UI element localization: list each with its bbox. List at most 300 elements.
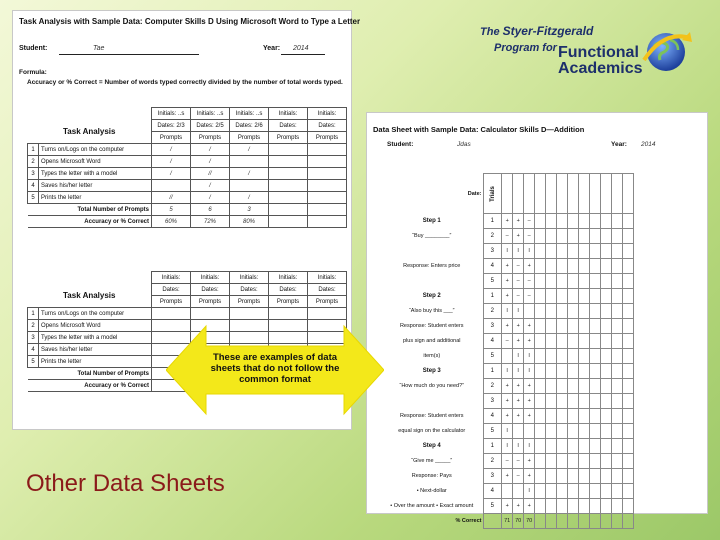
step-line: “Also buy this ___” — [381, 304, 483, 319]
sheet2-year-label: Year: — [611, 141, 627, 148]
grid-cell — [568, 484, 579, 499]
trial-mark: – — [513, 469, 524, 484]
grid-cell — [535, 289, 546, 304]
grid-cell — [546, 274, 557, 289]
prompts-header: Prompts — [191, 296, 230, 308]
grid-cell — [590, 379, 601, 394]
date-cell — [535, 174, 546, 214]
table-row — [381, 514, 634, 529]
table-row — [381, 409, 634, 424]
grid-cell — [557, 499, 568, 514]
grid-cell — [612, 289, 623, 304]
grid-cell — [579, 364, 590, 379]
trial-mark: + — [524, 319, 535, 334]
trial-mark — [502, 484, 513, 499]
sheet1-year-label: Year: — [263, 45, 281, 52]
step-text: Types the letter with a model — [39, 332, 152, 344]
grid-cell — [535, 319, 546, 334]
date-cell — [623, 174, 634, 214]
sheet1-formula-text: Accuracy or % Correct = Number of words typed correctly divided by the number of total words typed. — [27, 79, 343, 86]
grid-cell — [612, 379, 623, 394]
trial-mark — [502, 349, 513, 364]
grid-cell — [546, 424, 557, 439]
grid-cell — [601, 364, 612, 379]
grid-cell — [568, 334, 579, 349]
grid-cell — [579, 319, 590, 334]
step-text: Saves his/her letter — [39, 344, 152, 356]
trial-mark: + — [513, 229, 524, 244]
prompt-mark — [230, 180, 269, 192]
grid-cell — [568, 289, 579, 304]
trial-mark: I — [513, 364, 524, 379]
prompts-header: Prompts — [230, 296, 269, 308]
step-text: Opens Microsoft Word — [39, 156, 152, 168]
step-text: Prints the letter — [39, 356, 152, 368]
trial-mark: I — [513, 349, 524, 364]
grid-cell — [557, 349, 568, 364]
table-row — [381, 394, 634, 409]
step-number: 3 — [28, 332, 39, 344]
trial-number: 2 — [483, 304, 502, 319]
grid-cell — [601, 499, 612, 514]
table-row — [381, 379, 634, 394]
accuracy-value: 72% — [191, 216, 230, 228]
trial-mark: + — [513, 379, 524, 394]
grid-cell — [590, 499, 601, 514]
step-number: 1 — [28, 144, 39, 156]
grid-cell — [623, 319, 634, 334]
trial-number: 3 — [483, 319, 502, 334]
trial-mark: – — [524, 274, 535, 289]
grid-cell — [568, 319, 579, 334]
grid-cell — [601, 259, 612, 274]
trial-number: 1 — [483, 289, 502, 304]
trial-mark: I — [513, 439, 524, 454]
table-row — [381, 289, 634, 304]
grid-cell — [579, 499, 590, 514]
grid-cell — [557, 484, 568, 499]
grid-cell — [557, 289, 568, 304]
trial-number: 1 — [483, 214, 502, 229]
grid-cell — [590, 364, 601, 379]
grid-cell — [612, 469, 623, 484]
initials-cell: Initials: — [269, 108, 308, 120]
grid-cell — [623, 349, 634, 364]
grid-cell — [568, 454, 579, 469]
grid-cell — [557, 259, 568, 274]
logo-name: Styer-Fitzgerald — [502, 24, 594, 38]
grid-cell — [535, 334, 546, 349]
trial-mark: + — [502, 499, 513, 514]
table-row — [381, 274, 634, 289]
trials-header — [483, 174, 502, 214]
grid-cell — [601, 394, 612, 409]
table-row — [381, 174, 634, 214]
step-line: “How much do you need?” — [381, 379, 483, 394]
grid-cell — [535, 304, 546, 319]
grid-cell — [535, 394, 546, 409]
prompts-header: Prompts — [269, 296, 308, 308]
grid-cell — [557, 379, 568, 394]
trial-mark: – — [513, 259, 524, 274]
step-text: Opens Microsoft Word — [39, 320, 152, 332]
grid-cell — [601, 349, 612, 364]
grid-cell — [601, 424, 612, 439]
prompt-mark: / — [152, 168, 191, 180]
grid-cell — [535, 469, 546, 484]
grid-cell — [546, 259, 557, 274]
grid-cell — [590, 244, 601, 259]
grid-cell — [623, 229, 634, 244]
table-row — [28, 216, 347, 228]
trial-number: 5 — [483, 424, 502, 439]
grid-cell — [590, 514, 601, 529]
grid-cell — [601, 319, 612, 334]
trial-mark: + — [513, 214, 524, 229]
trial-mark: I — [513, 304, 524, 319]
calculator-data-sheet — [366, 112, 708, 524]
trial-mark — [513, 484, 524, 499]
trial-number: 4 — [483, 334, 502, 349]
grid-cell — [568, 424, 579, 439]
table-row — [28, 180, 347, 192]
percent-value: 70 — [513, 514, 524, 529]
table-row — [28, 156, 347, 168]
table-row — [28, 192, 347, 204]
prompt-mark: / — [230, 192, 269, 204]
grid-cell — [546, 454, 557, 469]
date-cell — [590, 174, 601, 214]
grid-cell — [612, 454, 623, 469]
step-number: 4 — [28, 180, 39, 192]
task-analysis-heading: Task Analysis — [28, 120, 152, 144]
date-cell — [513, 174, 524, 214]
grid-cell — [546, 229, 557, 244]
dates-cell: Dates: — [269, 284, 308, 296]
grid-cell — [557, 274, 568, 289]
program-logo — [480, 20, 715, 90]
grid-cell — [612, 229, 623, 244]
grid-cell — [579, 349, 590, 364]
grid-cell — [623, 424, 634, 439]
percent-value: 71 — [502, 514, 513, 529]
grid-cell — [612, 334, 623, 349]
grid-cell — [579, 514, 590, 529]
step-number: 5 — [28, 356, 39, 368]
trial-number: 5 — [483, 349, 502, 364]
grid-cell — [579, 469, 590, 484]
trial-mark: – — [524, 214, 535, 229]
calculator-data-table — [381, 173, 634, 529]
grid-cell — [590, 484, 601, 499]
sheet2-year-value: 2014 — [641, 141, 656, 148]
logo-program-for: Program for — [494, 42, 557, 54]
step-line — [381, 244, 483, 259]
grid-cell — [535, 274, 546, 289]
sheet1-title: Task Analysis with Sample Data: Computer Skills D Using Microsoft Word to Type a Letter — [19, 17, 361, 26]
grid-cell — [601, 229, 612, 244]
table-row — [28, 168, 347, 180]
trial-mark: I — [524, 349, 535, 364]
grid-cell — [601, 289, 612, 304]
trial-number: 3 — [483, 394, 502, 409]
trial-mark: + — [502, 259, 513, 274]
grid-cell — [623, 214, 634, 229]
grid-cell — [623, 289, 634, 304]
step-number: 1 — [28, 308, 39, 320]
date-cell — [502, 174, 513, 214]
grid-cell — [612, 424, 623, 439]
step-number: 2 — [28, 156, 39, 168]
grid-cell — [535, 439, 546, 454]
trial-mark: I — [502, 424, 513, 439]
date-cell — [524, 174, 535, 214]
grid-cell — [546, 439, 557, 454]
logo-academics: Academics — [558, 60, 643, 77]
grid-cell — [590, 319, 601, 334]
dates-cell: Dates: — [152, 284, 191, 296]
trial-mark: – — [513, 274, 524, 289]
step-number: 5 — [28, 192, 39, 204]
sheet1-student-value: Tae — [93, 45, 105, 52]
grid-cell — [612, 439, 623, 454]
grid-cell — [568, 304, 579, 319]
grid-cell — [601, 439, 612, 454]
trial-mark: + — [524, 454, 535, 469]
step-line: • Next-dollar — [381, 484, 483, 499]
task-analysis-table-filled — [27, 107, 347, 228]
step-line: plus sign and additional — [381, 334, 483, 349]
grid-cell — [579, 439, 590, 454]
trial-mark: I — [502, 244, 513, 259]
sheet1-student-label: Student: — [19, 45, 48, 52]
grid-cell — [535, 514, 546, 529]
grid-cell — [579, 409, 590, 424]
grid-cell — [623, 244, 634, 259]
trial-mark: + — [524, 499, 535, 514]
grid-cell — [546, 379, 557, 394]
step-line: Response: Student enters — [381, 319, 483, 334]
callout-text: These are examples of data sheets that do not follow the common format — [210, 352, 340, 385]
globe-arrow-icon — [640, 24, 692, 76]
table-row — [381, 259, 634, 274]
total-value: 5 — [152, 204, 191, 216]
grid-cell — [579, 484, 590, 499]
prompt-mark: / — [230, 168, 269, 180]
trial-mark: + — [524, 334, 535, 349]
grid-cell — [535, 379, 546, 394]
trial-mark: + — [513, 319, 524, 334]
grid-cell — [612, 514, 623, 529]
date-cell — [579, 174, 590, 214]
percent-correct-label: % Correct — [381, 514, 483, 529]
date-label: Date: — [381, 174, 483, 214]
dates-cell: Dates: 2/3 — [152, 120, 191, 132]
grid-cell — [612, 319, 623, 334]
grid-cell — [557, 229, 568, 244]
grid-cell — [579, 244, 590, 259]
trial-mark: – — [524, 229, 535, 244]
grid-cell — [568, 364, 579, 379]
grid-cell — [568, 349, 579, 364]
table-row — [381, 439, 634, 454]
prompts-header: Prompts — [152, 132, 191, 144]
prompt-mark: // — [152, 192, 191, 204]
sheet1-student-line — [59, 54, 199, 55]
initials-cell: Initials: — [230, 272, 269, 284]
trial-mark: + — [502, 469, 513, 484]
trial-number: 1 — [483, 364, 502, 379]
grid-cell — [601, 484, 612, 499]
trial-number: 3 — [483, 244, 502, 259]
grid-cell — [623, 379, 634, 394]
grid-cell — [568, 499, 579, 514]
grid-cell — [579, 454, 590, 469]
step-text: Saves his/her letter — [39, 180, 152, 192]
grid-cell — [557, 424, 568, 439]
grid-cell — [612, 304, 623, 319]
trial-mark: I — [513, 244, 524, 259]
step-line: item(s) — [381, 349, 483, 364]
grid-cell — [612, 349, 623, 364]
prompt-mark — [152, 180, 191, 192]
trial-mark: + — [502, 319, 513, 334]
trial-mark: – — [502, 229, 513, 244]
trial-number: 2 — [483, 379, 502, 394]
total-prompts-label: Total Number of Prompts — [28, 368, 152, 380]
grid-cell — [612, 499, 623, 514]
trial-mark: – — [524, 289, 535, 304]
trial-mark: + — [513, 334, 524, 349]
grid-cell — [557, 469, 568, 484]
table-row — [381, 499, 634, 514]
grid-cell — [623, 394, 634, 409]
grid-cell — [590, 229, 601, 244]
grid-cell — [546, 289, 557, 304]
grid-cell — [590, 424, 601, 439]
grid-cell — [546, 319, 557, 334]
table-row — [28, 120, 347, 132]
grid-cell — [546, 469, 557, 484]
grid-cell — [557, 244, 568, 259]
dates-cell: Dates: — [308, 284, 347, 296]
date-cell — [546, 174, 557, 214]
prompt-mark: // — [191, 168, 230, 180]
trial-mark: + — [513, 394, 524, 409]
trial-mark: I — [524, 244, 535, 259]
step-line: “Buy ________” — [381, 229, 483, 244]
prompt-mark: / — [191, 156, 230, 168]
grid-cell — [546, 409, 557, 424]
grid-cell — [557, 454, 568, 469]
grid-cell — [535, 244, 546, 259]
initials-cell: Initials: ..s — [152, 108, 191, 120]
grid-cell — [546, 214, 557, 229]
trial-mark: – — [502, 334, 513, 349]
table-row — [381, 319, 634, 334]
task-analysis-heading: Task Analysis — [28, 284, 152, 308]
trial-mark: + — [502, 289, 513, 304]
trial-mark: + — [502, 409, 513, 424]
trial-mark: + — [524, 469, 535, 484]
grid-cell — [546, 304, 557, 319]
percent-value: 70 — [524, 514, 535, 529]
grid-cell — [579, 334, 590, 349]
step-text: Turns on/Logs on the computer — [39, 144, 152, 156]
grid-cell — [568, 379, 579, 394]
trial-mark: I — [524, 484, 535, 499]
initials-cell: Initials: — [308, 108, 347, 120]
grid-cell — [557, 334, 568, 349]
trial-number: 2 — [483, 229, 502, 244]
trial-mark — [524, 304, 535, 319]
grid-cell — [579, 289, 590, 304]
grid-cell — [601, 334, 612, 349]
grid-cell — [623, 469, 634, 484]
grid-cell — [601, 514, 612, 529]
table-row — [381, 484, 634, 499]
prompt-mark: / — [152, 156, 191, 168]
table-row — [381, 229, 634, 244]
trial-mark — [524, 424, 535, 439]
grid-cell — [568, 244, 579, 259]
prompt-mark: / — [152, 144, 191, 156]
trial-number: 3 — [483, 469, 502, 484]
dates-cell: Dates: — [191, 284, 230, 296]
trial-mark: I — [524, 439, 535, 454]
grid-cell — [601, 214, 612, 229]
trial-mark: + — [502, 274, 513, 289]
grid-cell — [568, 469, 579, 484]
trial-mark: + — [524, 409, 535, 424]
grid-cell — [601, 274, 612, 289]
grid-cell — [546, 394, 557, 409]
step-number: 4 — [28, 344, 39, 356]
grid-cell — [623, 334, 634, 349]
grid-cell — [557, 439, 568, 454]
accuracy-label: Accuracy or % Correct — [28, 380, 152, 392]
grid-cell — [546, 364, 557, 379]
grid-cell — [579, 274, 590, 289]
grid-cell — [557, 319, 568, 334]
date-cell — [568, 174, 579, 214]
slide-title: Other Data Sheets — [26, 470, 225, 497]
grid-cell — [590, 259, 601, 274]
sheet1-formula-label: Formula: — [19, 69, 47, 76]
grid-cell — [568, 409, 579, 424]
grid-cell — [612, 259, 623, 274]
dates-cell: Dates: 2/6 — [230, 120, 269, 132]
step-title: Step 1 — [381, 214, 483, 229]
trial-mark: + — [502, 394, 513, 409]
grid-cell — [590, 289, 601, 304]
date-cell — [557, 174, 568, 214]
trial-mark: + — [513, 499, 524, 514]
total-prompts-label: Total Number of Prompts — [28, 204, 152, 216]
trial-mark: – — [513, 289, 524, 304]
table-row — [28, 272, 347, 284]
grid-cell — [579, 379, 590, 394]
step-line: Response: Student enters — [381, 409, 483, 424]
prompt-mark: / — [191, 144, 230, 156]
grid-cell — [601, 304, 612, 319]
grid-cell — [590, 274, 601, 289]
dates-cell: Dates: 2/5 — [191, 120, 230, 132]
prompts-header: Prompts — [230, 132, 269, 144]
step-text: Turns on/Logs on the computer — [39, 308, 152, 320]
table-row — [28, 108, 347, 120]
trial-mark: I — [502, 364, 513, 379]
